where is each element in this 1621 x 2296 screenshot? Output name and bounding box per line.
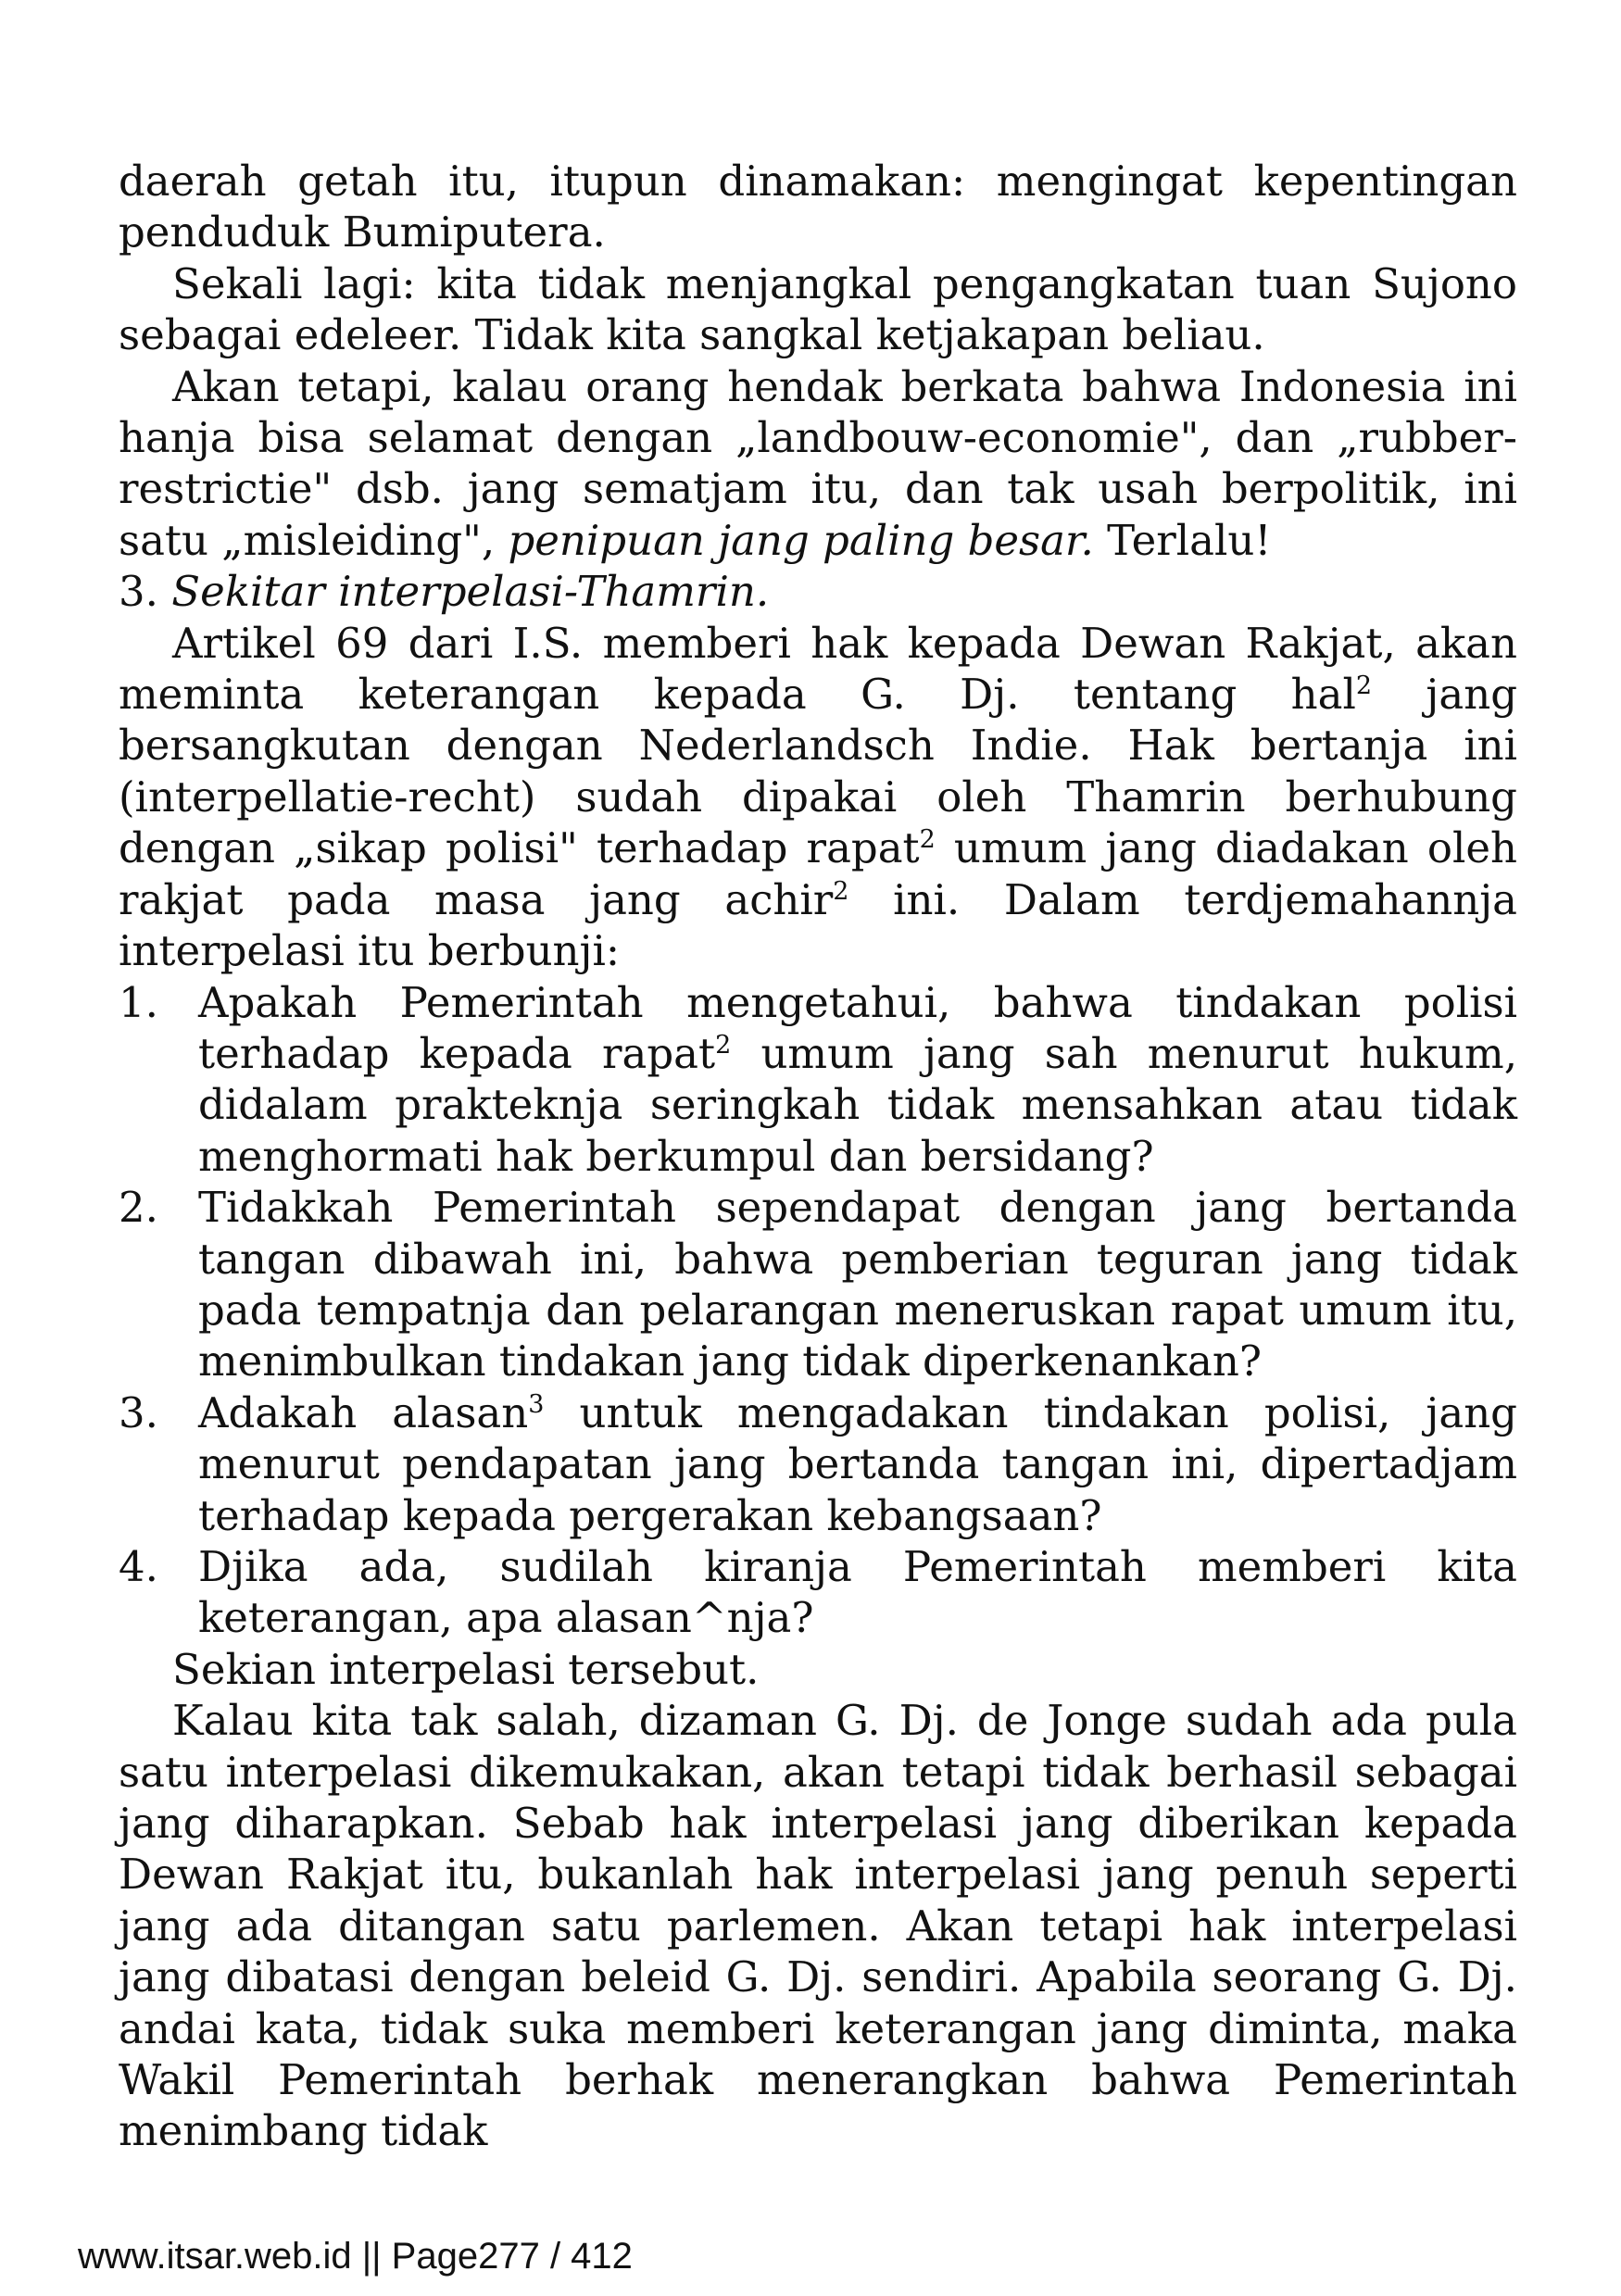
- paragraph-artikel-69: [119, 618, 1517, 977]
- superscript: 2: [919, 825, 936, 855]
- section-heading: [119, 566, 1517, 617]
- superscript: 2: [1355, 671, 1373, 701]
- page-footer: www.itsar.web.id || Page277 / 412: [78, 2236, 633, 2277]
- superscript: 3: [528, 1389, 545, 1419]
- list-item-text: [198, 1387, 1517, 1541]
- list-item: [119, 1387, 1517, 1541]
- paragraph-de-jonge: Kalau kita tak salah, dizaman G. Dj. de Jonge sudah ada pula satu interpelasi dikemukakan, akan tetapi tidak berhasil sebagai jang diharapkan. Sebab hak interpelasi jang diberikan kepada Dewan Rakjat itu, bukanlah hak interpelasi jang penuh seperti jang ada ditangan satu parlemen. Akan tetapi hak interpelasi jang dibatasi dengan beleid G. Dj. sendiri. Apabila seorang G. Dj. andai kata, tidak suka memberi keterangan jang diminta, maka Wakil Pemerintah berhak menerangkan bahwa Pemerintah menimbang tidak: [119, 1696, 1517, 2156]
- list-item: [119, 1541, 1517, 1644]
- artikel-text-1: Artikel 69 dari I.S. memberi hak kepada Dewan Rakjat, akan meminta keterangan kepada G. Dj. tentang hal: [119, 618, 1517, 720]
- paragraph-misleiding: [119, 361, 1517, 567]
- list-item-text: Tidakkah Pemerintah sependapat dengan jang bertanda tangan dibawah ini, bahwa pemberian teguran jang tidak pada tempatnja dan pelarangan meneruskan rapat umum itu, menimbulkan tindakan jang tidak diperkenankan?: [198, 1183, 1517, 1386]
- page-body: [119, 156, 1517, 2157]
- item-text-part: Apakah Pemerintah mengetahui, bahwa tindakan polisi terhadap kepada rapat: [198, 977, 1517, 1078]
- artikel-text-4: ini. Dalam terdjemahannja interpelasi itu berbunji:: [119, 874, 1518, 976]
- artikel-text-2: jang bersangkutan dengan Nederlandsch Indie. Hak bertanja ini (interpellatie-recht) sudah dipakai oleh Thamrin berhubung dengan „sikap polisi" terhadap rapat: [119, 670, 1517, 873]
- section-number: 3.: [119, 567, 172, 617]
- superscript: 2: [715, 1030, 732, 1060]
- list-item-text: [198, 977, 1517, 1183]
- item-text-part: untuk mengadakan tindakan polisi, jang menurut pendapatan jang bertanda tangan ini, dipertadjam terhadap kepada pergerakan kebangsaan?: [198, 1387, 1517, 1540]
- artikel-text-3: umum jang diadakan oleh rakjat pada masa jang achir: [119, 823, 1517, 924]
- list-number: 4.: [119, 1541, 158, 1591]
- list-number: 3.: [119, 1387, 158, 1437]
- list-number: 1.: [119, 977, 158, 1027]
- list-item-text: Djika ada, sudilah kiranja Pemerintah memberi kita keterangan, apa alasan^nja?: [198, 1541, 1517, 1643]
- list-number: 2.: [119, 1183, 158, 1233]
- item-text-part: umum jang sah menurut hukum, didalam prakteknja seringkah tidak mensahkan atau tidak menghormati hak berkumpul dan bersidang?: [198, 1028, 1517, 1181]
- list-item: [119, 977, 1517, 1183]
- interpelasi-list: [119, 977, 1517, 1644]
- misleiding-end: Terlalu!: [1093, 515, 1272, 565]
- misleiding-italic: penipuan jang paling besar.: [508, 515, 1094, 565]
- paragraph-sujono: Sekali lagi: kita tidak menjangkal pengangkatan tuan Sujono sebagai edeleer. Tidak kita sangkal ketjakapan beliau.: [119, 258, 1517, 360]
- section-title: Sekitar interpelasi-Thamrin.: [171, 567, 770, 617]
- paragraph-continuation: daerah getah itu, itupun dinamakan: mengingat kepentingan penduduk Bumiputera.: [119, 157, 1517, 257]
- list-item: [119, 1182, 1517, 1387]
- item-text-part: Adakah alasan: [198, 1387, 529, 1437]
- misleiding-text: Akan tetapi, kalau orang hendak berkata bahwa Indonesia ini hanja bisa selamat dengan „landbouw-economie", dan „rubber-restrictie" dsb. jang sematjam itu, dan tak usah berpolitik, ini satu „misleiding",: [119, 361, 1517, 565]
- paragraph-sekian: Sekian interpelasi tersebut.: [172, 1644, 760, 1694]
- superscript: 2: [833, 876, 849, 906]
